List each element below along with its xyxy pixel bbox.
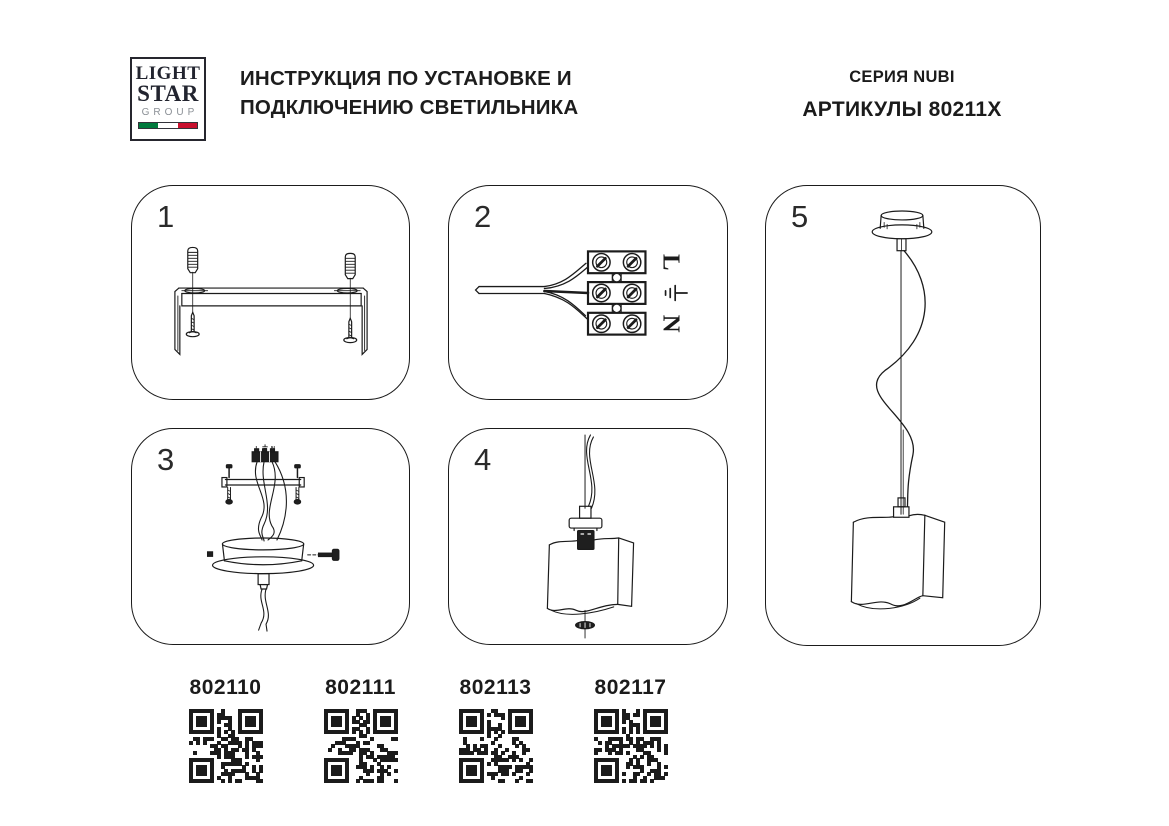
- article-802110: [168, 676, 283, 788]
- italian-flag-bar: [138, 122, 198, 129]
- canopy-assembly-diagram: [132, 429, 409, 644]
- step-number: 4: [474, 442, 492, 477]
- supply-cable: [476, 263, 588, 318]
- step-panel-4: [448, 428, 728, 645]
- assembled-pendant-diagram: [766, 186, 1040, 645]
- canopy: [208, 538, 314, 574]
- step-number: 5: [791, 199, 809, 234]
- page-title: [240, 64, 578, 122]
- step-number: 3: [157, 442, 175, 477]
- series-name: СЕРИЯ NUBI: [849, 68, 955, 86]
- wall-plug-left: [188, 247, 198, 272]
- step-panel-3: [131, 428, 410, 645]
- article-802111: [303, 676, 418, 788]
- step-number: 2: [474, 199, 492, 234]
- logo-word-light: LIGHT: [135, 63, 201, 84]
- qr-code: [324, 709, 398, 783]
- article-802113: [438, 676, 553, 788]
- strain-relief-fitting: [569, 506, 602, 530]
- lightstar-logo: [130, 57, 206, 141]
- article-802117: [573, 676, 688, 788]
- article-code: 802113: [459, 676, 532, 699]
- mounting-bar: [222, 478, 304, 487]
- glass-shade: [851, 514, 944, 608]
- screw-right: [344, 318, 357, 342]
- neutral-label: N: [657, 314, 685, 333]
- step-panel-1: [131, 185, 410, 400]
- shade-assembly-diagram: [449, 429, 727, 644]
- earth-ground-icon: [666, 286, 687, 301]
- terminal-wiring-diagram: [449, 186, 727, 399]
- ceiling-canopy: [872, 211, 932, 251]
- screw-left: [186, 312, 199, 336]
- logo-word-star: STAR: [137, 81, 199, 106]
- articles-title: АРТИКУЛЫ 80211X: [802, 98, 1002, 121]
- qr-code: [459, 709, 533, 783]
- screw-terminals: [593, 254, 641, 333]
- lamp-socket: [578, 531, 594, 550]
- article-code: 802117: [594, 676, 667, 699]
- suspension-cable: [901, 251, 903, 515]
- wires: [255, 462, 286, 541]
- article-code: 802111: [325, 676, 396, 699]
- side-screw: [308, 549, 339, 560]
- wall-plug-right: [345, 253, 355, 278]
- qr-code: [189, 709, 263, 783]
- series-block: [779, 68, 1025, 122]
- flag-white: [158, 123, 177, 128]
- flag-red: [178, 123, 197, 128]
- qr-code: [594, 709, 668, 783]
- terminal-block-small: [252, 449, 278, 462]
- flag-green: [139, 123, 158, 128]
- mounting-bracket-diagram: [132, 186, 409, 399]
- cable-gland-and-cord: [258, 574, 269, 631]
- step-panel-5: [765, 185, 1041, 646]
- line-label: L: [657, 254, 685, 271]
- step-number: 1: [157, 199, 175, 234]
- logo-word-group: GROUP: [141, 107, 199, 118]
- suspension-cord: [585, 435, 595, 508]
- article-code: 802110: [189, 676, 262, 699]
- page-title-line2: ПОДКЛЮЧЕНИЮ СВЕТИЛЬНИКА: [240, 96, 579, 119]
- step-panel-2: [448, 185, 728, 400]
- page-title-line1: ИНСТРУКЦИЯ ПО УСТАНОВКЕ И: [240, 67, 572, 90]
